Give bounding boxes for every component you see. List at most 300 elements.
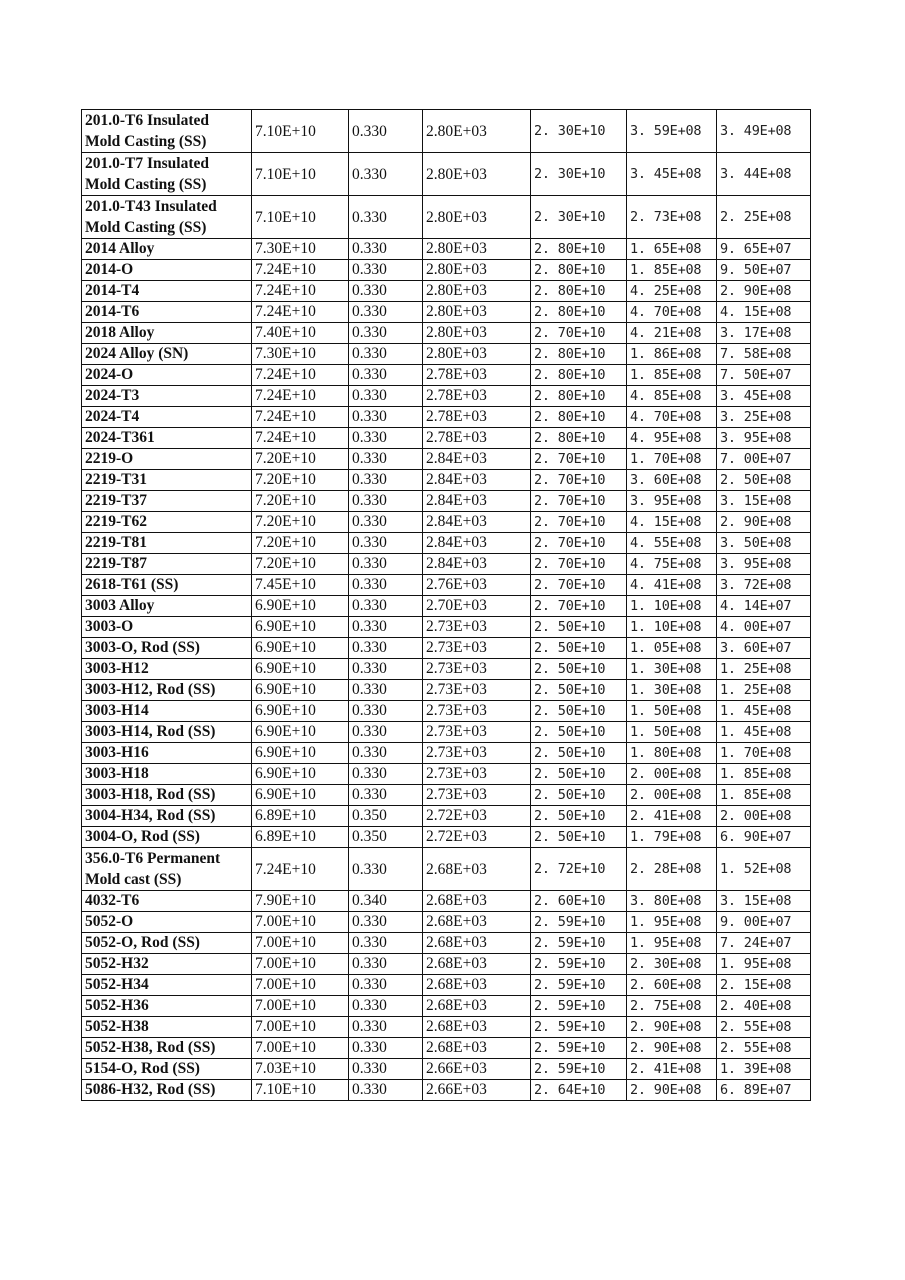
- elastic-modulus-cell: 6.90E+10: [252, 743, 349, 764]
- poisson-ratio-cell: 0.330: [349, 239, 423, 260]
- density-cell: 2.84E+03: [423, 512, 531, 533]
- density-cell: 2.73E+03: [423, 743, 531, 764]
- density-cell: 2.68E+03: [423, 1017, 531, 1038]
- poisson-ratio-cell: 0.330: [349, 1017, 423, 1038]
- shear-modulus-cell: 2. 59E+10: [531, 996, 627, 1017]
- density-cell: 2.84E+03: [423, 554, 531, 575]
- poisson-ratio-cell: 0.330: [349, 512, 423, 533]
- elastic-modulus-cell: 7.10E+10: [252, 153, 349, 196]
- poisson-ratio-cell: 0.330: [349, 617, 423, 638]
- yield-strength-cell: 3. 15E+08: [717, 891, 811, 912]
- tensile-strength-cell: 4. 85E+08: [627, 386, 717, 407]
- yield-strength-cell: 7. 00E+07: [717, 449, 811, 470]
- yield-strength-cell: 7. 50E+07: [717, 365, 811, 386]
- poisson-ratio-cell: 0.330: [349, 722, 423, 743]
- yield-strength-cell: 2. 00E+08: [717, 806, 811, 827]
- shear-modulus-cell: 2. 50E+10: [531, 806, 627, 827]
- yield-strength-cell: 9. 00E+07: [717, 912, 811, 933]
- material-name-cell: 5052-H34: [82, 975, 252, 996]
- yield-strength-cell: 4. 00E+07: [717, 617, 811, 638]
- table-row: [82, 344, 811, 365]
- density-cell: 2.68E+03: [423, 996, 531, 1017]
- density-cell: 2.68E+03: [423, 975, 531, 996]
- density-cell: 2.80E+03: [423, 239, 531, 260]
- elastic-modulus-cell: 7.10E+10: [252, 196, 349, 239]
- elastic-modulus-cell: 6.89E+10: [252, 827, 349, 848]
- poisson-ratio-cell: 0.330: [349, 743, 423, 764]
- density-cell: 2.73E+03: [423, 764, 531, 785]
- material-name-cell: 3003-H14, Rod (SS): [82, 722, 252, 743]
- yield-strength-cell: 3. 45E+08: [717, 386, 811, 407]
- shear-modulus-cell: 2. 30E+10: [531, 153, 627, 196]
- tensile-strength-cell: 1. 10E+08: [627, 596, 717, 617]
- material-name-cell: 201.0-T6 Insulated Mold Casting (SS): [82, 110, 252, 153]
- shear-modulus-cell: 2. 70E+10: [531, 575, 627, 596]
- shear-modulus-cell: 2. 59E+10: [531, 975, 627, 996]
- elastic-modulus-cell: 7.00E+10: [252, 933, 349, 954]
- table-row: [82, 764, 811, 785]
- density-cell: 2.80E+03: [423, 260, 531, 281]
- tensile-strength-cell: 2. 00E+08: [627, 764, 717, 785]
- table-row: [82, 659, 811, 680]
- elastic-modulus-cell: 7.00E+10: [252, 1038, 349, 1059]
- material-name-cell: 2024 Alloy (SN): [82, 344, 252, 365]
- yield-strength-cell: 3. 49E+08: [717, 110, 811, 153]
- density-cell: 2.80E+03: [423, 110, 531, 153]
- density-cell: 2.78E+03: [423, 386, 531, 407]
- shear-modulus-cell: 2. 50E+10: [531, 785, 627, 806]
- density-cell: 2.80E+03: [423, 196, 531, 239]
- yield-strength-cell: 3. 95E+08: [717, 554, 811, 575]
- shear-modulus-cell: 2. 80E+10: [531, 239, 627, 260]
- table-row: [82, 806, 811, 827]
- elastic-modulus-cell: 7.10E+10: [252, 1080, 349, 1101]
- elastic-modulus-cell: 7.20E+10: [252, 491, 349, 512]
- elastic-modulus-cell: 7.40E+10: [252, 323, 349, 344]
- shear-modulus-cell: 2. 72E+10: [531, 848, 627, 891]
- material-properties-table: [81, 109, 811, 1101]
- table-row: [82, 785, 811, 806]
- poisson-ratio-cell: 0.330: [349, 933, 423, 954]
- poisson-ratio-cell: 0.330: [349, 848, 423, 891]
- material-name-cell: 2014-T6: [82, 302, 252, 323]
- tensile-strength-cell: 1. 95E+08: [627, 912, 717, 933]
- material-name-cell: 201.0-T7 Insulated Mold Casting (SS): [82, 153, 252, 196]
- material-name-cell: 201.0-T43 Insulated Mold Casting (SS): [82, 196, 252, 239]
- shear-modulus-cell: 2. 59E+10: [531, 933, 627, 954]
- yield-strength-cell: 7. 58E+08: [717, 344, 811, 365]
- material-name-cell: 2014-T4: [82, 281, 252, 302]
- poisson-ratio-cell: 0.330: [349, 491, 423, 512]
- density-cell: 2.68E+03: [423, 891, 531, 912]
- density-cell: 2.72E+03: [423, 806, 531, 827]
- material-name-cell: 5154-O, Rod (SS): [82, 1059, 252, 1080]
- density-cell: 2.73E+03: [423, 659, 531, 680]
- tensile-strength-cell: 3. 60E+08: [627, 470, 717, 491]
- tensile-strength-cell: 2. 73E+08: [627, 196, 717, 239]
- table-row: [82, 1080, 811, 1101]
- tensile-strength-cell: 4. 25E+08: [627, 281, 717, 302]
- shear-modulus-cell: 2. 50E+10: [531, 722, 627, 743]
- poisson-ratio-cell: 0.330: [349, 575, 423, 596]
- elastic-modulus-cell: 7.20E+10: [252, 449, 349, 470]
- table-row: [82, 722, 811, 743]
- yield-strength-cell: 3. 72E+08: [717, 575, 811, 596]
- density-cell: 2.73E+03: [423, 722, 531, 743]
- density-cell: 2.66E+03: [423, 1059, 531, 1080]
- elastic-modulus-cell: 6.90E+10: [252, 722, 349, 743]
- table-row: [82, 470, 811, 491]
- material-name-cell: 2024-T3: [82, 386, 252, 407]
- material-name-cell: 3004-O, Rod (SS): [82, 827, 252, 848]
- density-cell: 2.73E+03: [423, 701, 531, 722]
- density-cell: 2.80E+03: [423, 323, 531, 344]
- yield-strength-cell: 2. 55E+08: [717, 1017, 811, 1038]
- material-name-cell: 5052-O, Rod (SS): [82, 933, 252, 954]
- density-cell: 2.66E+03: [423, 1080, 531, 1101]
- poisson-ratio-cell: 0.330: [349, 996, 423, 1017]
- tensile-strength-cell: 2. 60E+08: [627, 975, 717, 996]
- table-row: [82, 386, 811, 407]
- shear-modulus-cell: 2. 80E+10: [531, 302, 627, 323]
- shear-modulus-cell: 2. 70E+10: [531, 533, 627, 554]
- table-row: [82, 891, 811, 912]
- tensile-strength-cell: 1. 30E+08: [627, 680, 717, 701]
- density-cell: 2.78E+03: [423, 428, 531, 449]
- density-cell: 2.68E+03: [423, 912, 531, 933]
- table-row: [82, 110, 811, 153]
- yield-strength-cell: 2. 50E+08: [717, 470, 811, 491]
- tensile-strength-cell: 2. 75E+08: [627, 996, 717, 1017]
- yield-strength-cell: 6. 90E+07: [717, 827, 811, 848]
- shear-modulus-cell: 2. 50E+10: [531, 659, 627, 680]
- density-cell: 2.84E+03: [423, 470, 531, 491]
- table-row: [82, 912, 811, 933]
- table-row: [82, 996, 811, 1017]
- shear-modulus-cell: 2. 80E+10: [531, 260, 627, 281]
- poisson-ratio-cell: 0.330: [349, 954, 423, 975]
- yield-strength-cell: 4. 15E+08: [717, 302, 811, 323]
- table-row: [82, 743, 811, 764]
- tensile-strength-cell: 4. 21E+08: [627, 323, 717, 344]
- density-cell: 2.80E+03: [423, 281, 531, 302]
- yield-strength-cell: 1. 85E+08: [717, 785, 811, 806]
- poisson-ratio-cell: 0.330: [349, 344, 423, 365]
- material-name-cell: 2014-O: [82, 260, 252, 281]
- tensile-strength-cell: 2. 00E+08: [627, 785, 717, 806]
- shear-modulus-cell: 2. 70E+10: [531, 491, 627, 512]
- density-cell: 2.84E+03: [423, 533, 531, 554]
- poisson-ratio-cell: 0.330: [349, 554, 423, 575]
- density-cell: 2.80E+03: [423, 153, 531, 196]
- elastic-modulus-cell: 7.10E+10: [252, 110, 349, 153]
- elastic-modulus-cell: 7.00E+10: [252, 954, 349, 975]
- elastic-modulus-cell: 7.30E+10: [252, 239, 349, 260]
- shear-modulus-cell: 2. 80E+10: [531, 344, 627, 365]
- table-row: [82, 1038, 811, 1059]
- table-row: [82, 933, 811, 954]
- poisson-ratio-cell: 0.330: [349, 196, 423, 239]
- density-cell: 2.70E+03: [423, 596, 531, 617]
- poisson-ratio-cell: 0.330: [349, 323, 423, 344]
- elastic-modulus-cell: 6.90E+10: [252, 617, 349, 638]
- elastic-modulus-cell: 7.90E+10: [252, 891, 349, 912]
- yield-strength-cell: 3. 50E+08: [717, 533, 811, 554]
- material-name-cell: 2018 Alloy: [82, 323, 252, 344]
- density-cell: 2.68E+03: [423, 848, 531, 891]
- poisson-ratio-cell: 0.330: [349, 975, 423, 996]
- material-name-cell: 3003-H14: [82, 701, 252, 722]
- tensile-strength-cell: 4. 55E+08: [627, 533, 717, 554]
- yield-strength-cell: 1. 25E+08: [717, 659, 811, 680]
- material-name-cell: 2219-T31: [82, 470, 252, 491]
- tensile-strength-cell: 2. 28E+08: [627, 848, 717, 891]
- shear-modulus-cell: 2. 80E+10: [531, 365, 627, 386]
- yield-strength-cell: 2. 15E+08: [717, 975, 811, 996]
- poisson-ratio-cell: 0.330: [349, 680, 423, 701]
- material-name-cell: 4032-T6: [82, 891, 252, 912]
- table-row: [82, 196, 811, 239]
- tensile-strength-cell: 1. 85E+08: [627, 365, 717, 386]
- shear-modulus-cell: 2. 70E+10: [531, 596, 627, 617]
- material-name-cell: 2024-O: [82, 365, 252, 386]
- elastic-modulus-cell: 7.45E+10: [252, 575, 349, 596]
- table-row: [82, 281, 811, 302]
- material-name-cell: 2219-T37: [82, 491, 252, 512]
- yield-strength-cell: 1. 52E+08: [717, 848, 811, 891]
- tensile-strength-cell: 1. 05E+08: [627, 638, 717, 659]
- table-row: [82, 701, 811, 722]
- poisson-ratio-cell: 0.330: [349, 281, 423, 302]
- material-name-cell: 2024-T361: [82, 428, 252, 449]
- tensile-strength-cell: 2. 90E+08: [627, 1038, 717, 1059]
- yield-strength-cell: 7. 24E+07: [717, 933, 811, 954]
- tensile-strength-cell: 4. 70E+08: [627, 407, 717, 428]
- poisson-ratio-cell: 0.330: [349, 1038, 423, 1059]
- material-name-cell: 5052-H32: [82, 954, 252, 975]
- elastic-modulus-cell: 6.89E+10: [252, 806, 349, 827]
- yield-strength-cell: 2. 25E+08: [717, 196, 811, 239]
- shear-modulus-cell: 2. 70E+10: [531, 470, 627, 491]
- shear-modulus-cell: 2. 80E+10: [531, 386, 627, 407]
- table-row: [82, 365, 811, 386]
- table-row: [82, 1017, 811, 1038]
- yield-strength-cell: 2. 90E+08: [717, 512, 811, 533]
- yield-strength-cell: 3. 60E+07: [717, 638, 811, 659]
- table-row: [82, 596, 811, 617]
- poisson-ratio-cell: 0.330: [349, 1059, 423, 1080]
- density-cell: 2.84E+03: [423, 491, 531, 512]
- elastic-modulus-cell: 7.24E+10: [252, 407, 349, 428]
- tensile-strength-cell: 4. 15E+08: [627, 512, 717, 533]
- density-cell: 2.73E+03: [423, 785, 531, 806]
- poisson-ratio-cell: 0.330: [349, 428, 423, 449]
- density-cell: 2.73E+03: [423, 617, 531, 638]
- table-row: [82, 407, 811, 428]
- yield-strength-cell: 1. 39E+08: [717, 1059, 811, 1080]
- yield-strength-cell: 1. 25E+08: [717, 680, 811, 701]
- yield-strength-cell: 2. 40E+08: [717, 996, 811, 1017]
- tensile-strength-cell: 1. 70E+08: [627, 449, 717, 470]
- material-name-cell: 3003-H12: [82, 659, 252, 680]
- material-name-cell: 5052-H36: [82, 996, 252, 1017]
- yield-strength-cell: 1. 85E+08: [717, 764, 811, 785]
- elastic-modulus-cell: 6.90E+10: [252, 638, 349, 659]
- material-name-cell: 3003-H16: [82, 743, 252, 764]
- shear-modulus-cell: 2. 59E+10: [531, 1017, 627, 1038]
- poisson-ratio-cell: 0.350: [349, 806, 423, 827]
- tensile-strength-cell: 2. 41E+08: [627, 1059, 717, 1080]
- tensile-strength-cell: 1. 30E+08: [627, 659, 717, 680]
- elastic-modulus-cell: 6.90E+10: [252, 659, 349, 680]
- shear-modulus-cell: 2. 50E+10: [531, 743, 627, 764]
- yield-strength-cell: 1. 70E+08: [717, 743, 811, 764]
- yield-strength-cell: 6. 89E+07: [717, 1080, 811, 1101]
- material-name-cell: 3003-H12, Rod (SS): [82, 680, 252, 701]
- density-cell: 2.73E+03: [423, 638, 531, 659]
- elastic-modulus-cell: 7.24E+10: [252, 428, 349, 449]
- table-row: [82, 617, 811, 638]
- table-row: [82, 638, 811, 659]
- table-row: [82, 827, 811, 848]
- elastic-modulus-cell: 6.90E+10: [252, 764, 349, 785]
- tensile-strength-cell: 1. 80E+08: [627, 743, 717, 764]
- yield-strength-cell: 3. 44E+08: [717, 153, 811, 196]
- material-name-cell: 2219-T81: [82, 533, 252, 554]
- tensile-strength-cell: 3. 80E+08: [627, 891, 717, 912]
- elastic-modulus-cell: 7.30E+10: [252, 344, 349, 365]
- shear-modulus-cell: 2. 64E+10: [531, 1080, 627, 1101]
- shear-modulus-cell: 2. 50E+10: [531, 764, 627, 785]
- yield-strength-cell: 3. 25E+08: [717, 407, 811, 428]
- shear-modulus-cell: 2. 80E+10: [531, 428, 627, 449]
- tensile-strength-cell: 2. 90E+08: [627, 1080, 717, 1101]
- elastic-modulus-cell: 7.24E+10: [252, 281, 349, 302]
- yield-strength-cell: 9. 65E+07: [717, 239, 811, 260]
- table-row: [82, 260, 811, 281]
- elastic-modulus-cell: 7.20E+10: [252, 533, 349, 554]
- density-cell: 2.68E+03: [423, 933, 531, 954]
- table-row: [82, 323, 811, 344]
- density-cell: 2.72E+03: [423, 827, 531, 848]
- tensile-strength-cell: 2. 90E+08: [627, 1017, 717, 1038]
- material-name-cell: 2219-T87: [82, 554, 252, 575]
- elastic-modulus-cell: 7.00E+10: [252, 996, 349, 1017]
- density-cell: 2.76E+03: [423, 575, 531, 596]
- tensile-strength-cell: 1. 10E+08: [627, 617, 717, 638]
- yield-strength-cell: 9. 50E+07: [717, 260, 811, 281]
- poisson-ratio-cell: 0.330: [349, 386, 423, 407]
- tensile-strength-cell: 3. 45E+08: [627, 153, 717, 196]
- yield-strength-cell: 1. 45E+08: [717, 722, 811, 743]
- table-row: [82, 302, 811, 323]
- poisson-ratio-cell: 0.330: [349, 701, 423, 722]
- shear-modulus-cell: 2. 30E+10: [531, 196, 627, 239]
- tensile-strength-cell: 1. 86E+08: [627, 344, 717, 365]
- shear-modulus-cell: 2. 30E+10: [531, 110, 627, 153]
- elastic-modulus-cell: 7.24E+10: [252, 260, 349, 281]
- density-cell: 2.80E+03: [423, 344, 531, 365]
- elastic-modulus-cell: 6.90E+10: [252, 785, 349, 806]
- shear-modulus-cell: 2. 50E+10: [531, 827, 627, 848]
- tensile-strength-cell: 3. 59E+08: [627, 110, 717, 153]
- tensile-strength-cell: 3. 95E+08: [627, 491, 717, 512]
- material-name-cell: 2219-T62: [82, 512, 252, 533]
- table-row: [82, 975, 811, 996]
- elastic-modulus-cell: 6.90E+10: [252, 596, 349, 617]
- elastic-modulus-cell: 7.24E+10: [252, 365, 349, 386]
- table-row: [82, 153, 811, 196]
- shear-modulus-cell: 2. 59E+10: [531, 912, 627, 933]
- poisson-ratio-cell: 0.350: [349, 827, 423, 848]
- material-name-cell: 3003-H18, Rod (SS): [82, 785, 252, 806]
- table-row: [82, 512, 811, 533]
- tensile-strength-cell: 4. 75E+08: [627, 554, 717, 575]
- poisson-ratio-cell: 0.330: [349, 912, 423, 933]
- table-row: [82, 554, 811, 575]
- table-row: [82, 848, 811, 891]
- material-name-cell: 3003 Alloy: [82, 596, 252, 617]
- poisson-ratio-cell: 0.330: [349, 638, 423, 659]
- density-cell: 2.68E+03: [423, 954, 531, 975]
- table-row: [82, 1059, 811, 1080]
- elastic-modulus-cell: 7.00E+10: [252, 912, 349, 933]
- shear-modulus-cell: 2. 70E+10: [531, 554, 627, 575]
- yield-strength-cell: 3. 15E+08: [717, 491, 811, 512]
- tensile-strength-cell: 4. 95E+08: [627, 428, 717, 449]
- elastic-modulus-cell: 7.24E+10: [252, 386, 349, 407]
- poisson-ratio-cell: 0.330: [349, 1080, 423, 1101]
- material-name-cell: 3003-O, Rod (SS): [82, 638, 252, 659]
- table-row: [82, 533, 811, 554]
- shear-modulus-cell: 2. 60E+10: [531, 891, 627, 912]
- density-cell: 2.84E+03: [423, 449, 531, 470]
- shear-modulus-cell: 2. 59E+10: [531, 1059, 627, 1080]
- tensile-strength-cell: 1. 95E+08: [627, 933, 717, 954]
- poisson-ratio-cell: 0.330: [349, 449, 423, 470]
- yield-strength-cell: 3. 95E+08: [717, 428, 811, 449]
- material-name-cell: 2024-T4: [82, 407, 252, 428]
- poisson-ratio-cell: 0.330: [349, 764, 423, 785]
- shear-modulus-cell: 2. 70E+10: [531, 323, 627, 344]
- poisson-ratio-cell: 0.330: [349, 260, 423, 281]
- shear-modulus-cell: 2. 50E+10: [531, 680, 627, 701]
- shear-modulus-cell: 2. 50E+10: [531, 701, 627, 722]
- tensile-strength-cell: 1. 65E+08: [627, 239, 717, 260]
- tensile-strength-cell: 1. 85E+08: [627, 260, 717, 281]
- material-name-cell: 2014 Alloy: [82, 239, 252, 260]
- tensile-strength-cell: 1. 50E+08: [627, 701, 717, 722]
- density-cell: 2.78E+03: [423, 365, 531, 386]
- elastic-modulus-cell: 7.24E+10: [252, 302, 349, 323]
- table-row: [82, 449, 811, 470]
- poisson-ratio-cell: 0.330: [349, 596, 423, 617]
- yield-strength-cell: 4. 14E+07: [717, 596, 811, 617]
- tensile-strength-cell: 4. 70E+08: [627, 302, 717, 323]
- yield-strength-cell: 3. 17E+08: [717, 323, 811, 344]
- material-name-cell: 2618-T61 (SS): [82, 575, 252, 596]
- elastic-modulus-cell: 6.90E+10: [252, 701, 349, 722]
- poisson-ratio-cell: 0.330: [349, 302, 423, 323]
- density-cell: 2.73E+03: [423, 680, 531, 701]
- shear-modulus-cell: 2. 50E+10: [531, 617, 627, 638]
- shear-modulus-cell: 2. 70E+10: [531, 449, 627, 470]
- poisson-ratio-cell: 0.330: [349, 407, 423, 428]
- elastic-modulus-cell: 7.24E+10: [252, 848, 349, 891]
- table-row: [82, 428, 811, 449]
- elastic-modulus-cell: 7.00E+10: [252, 975, 349, 996]
- tensile-strength-cell: 2. 30E+08: [627, 954, 717, 975]
